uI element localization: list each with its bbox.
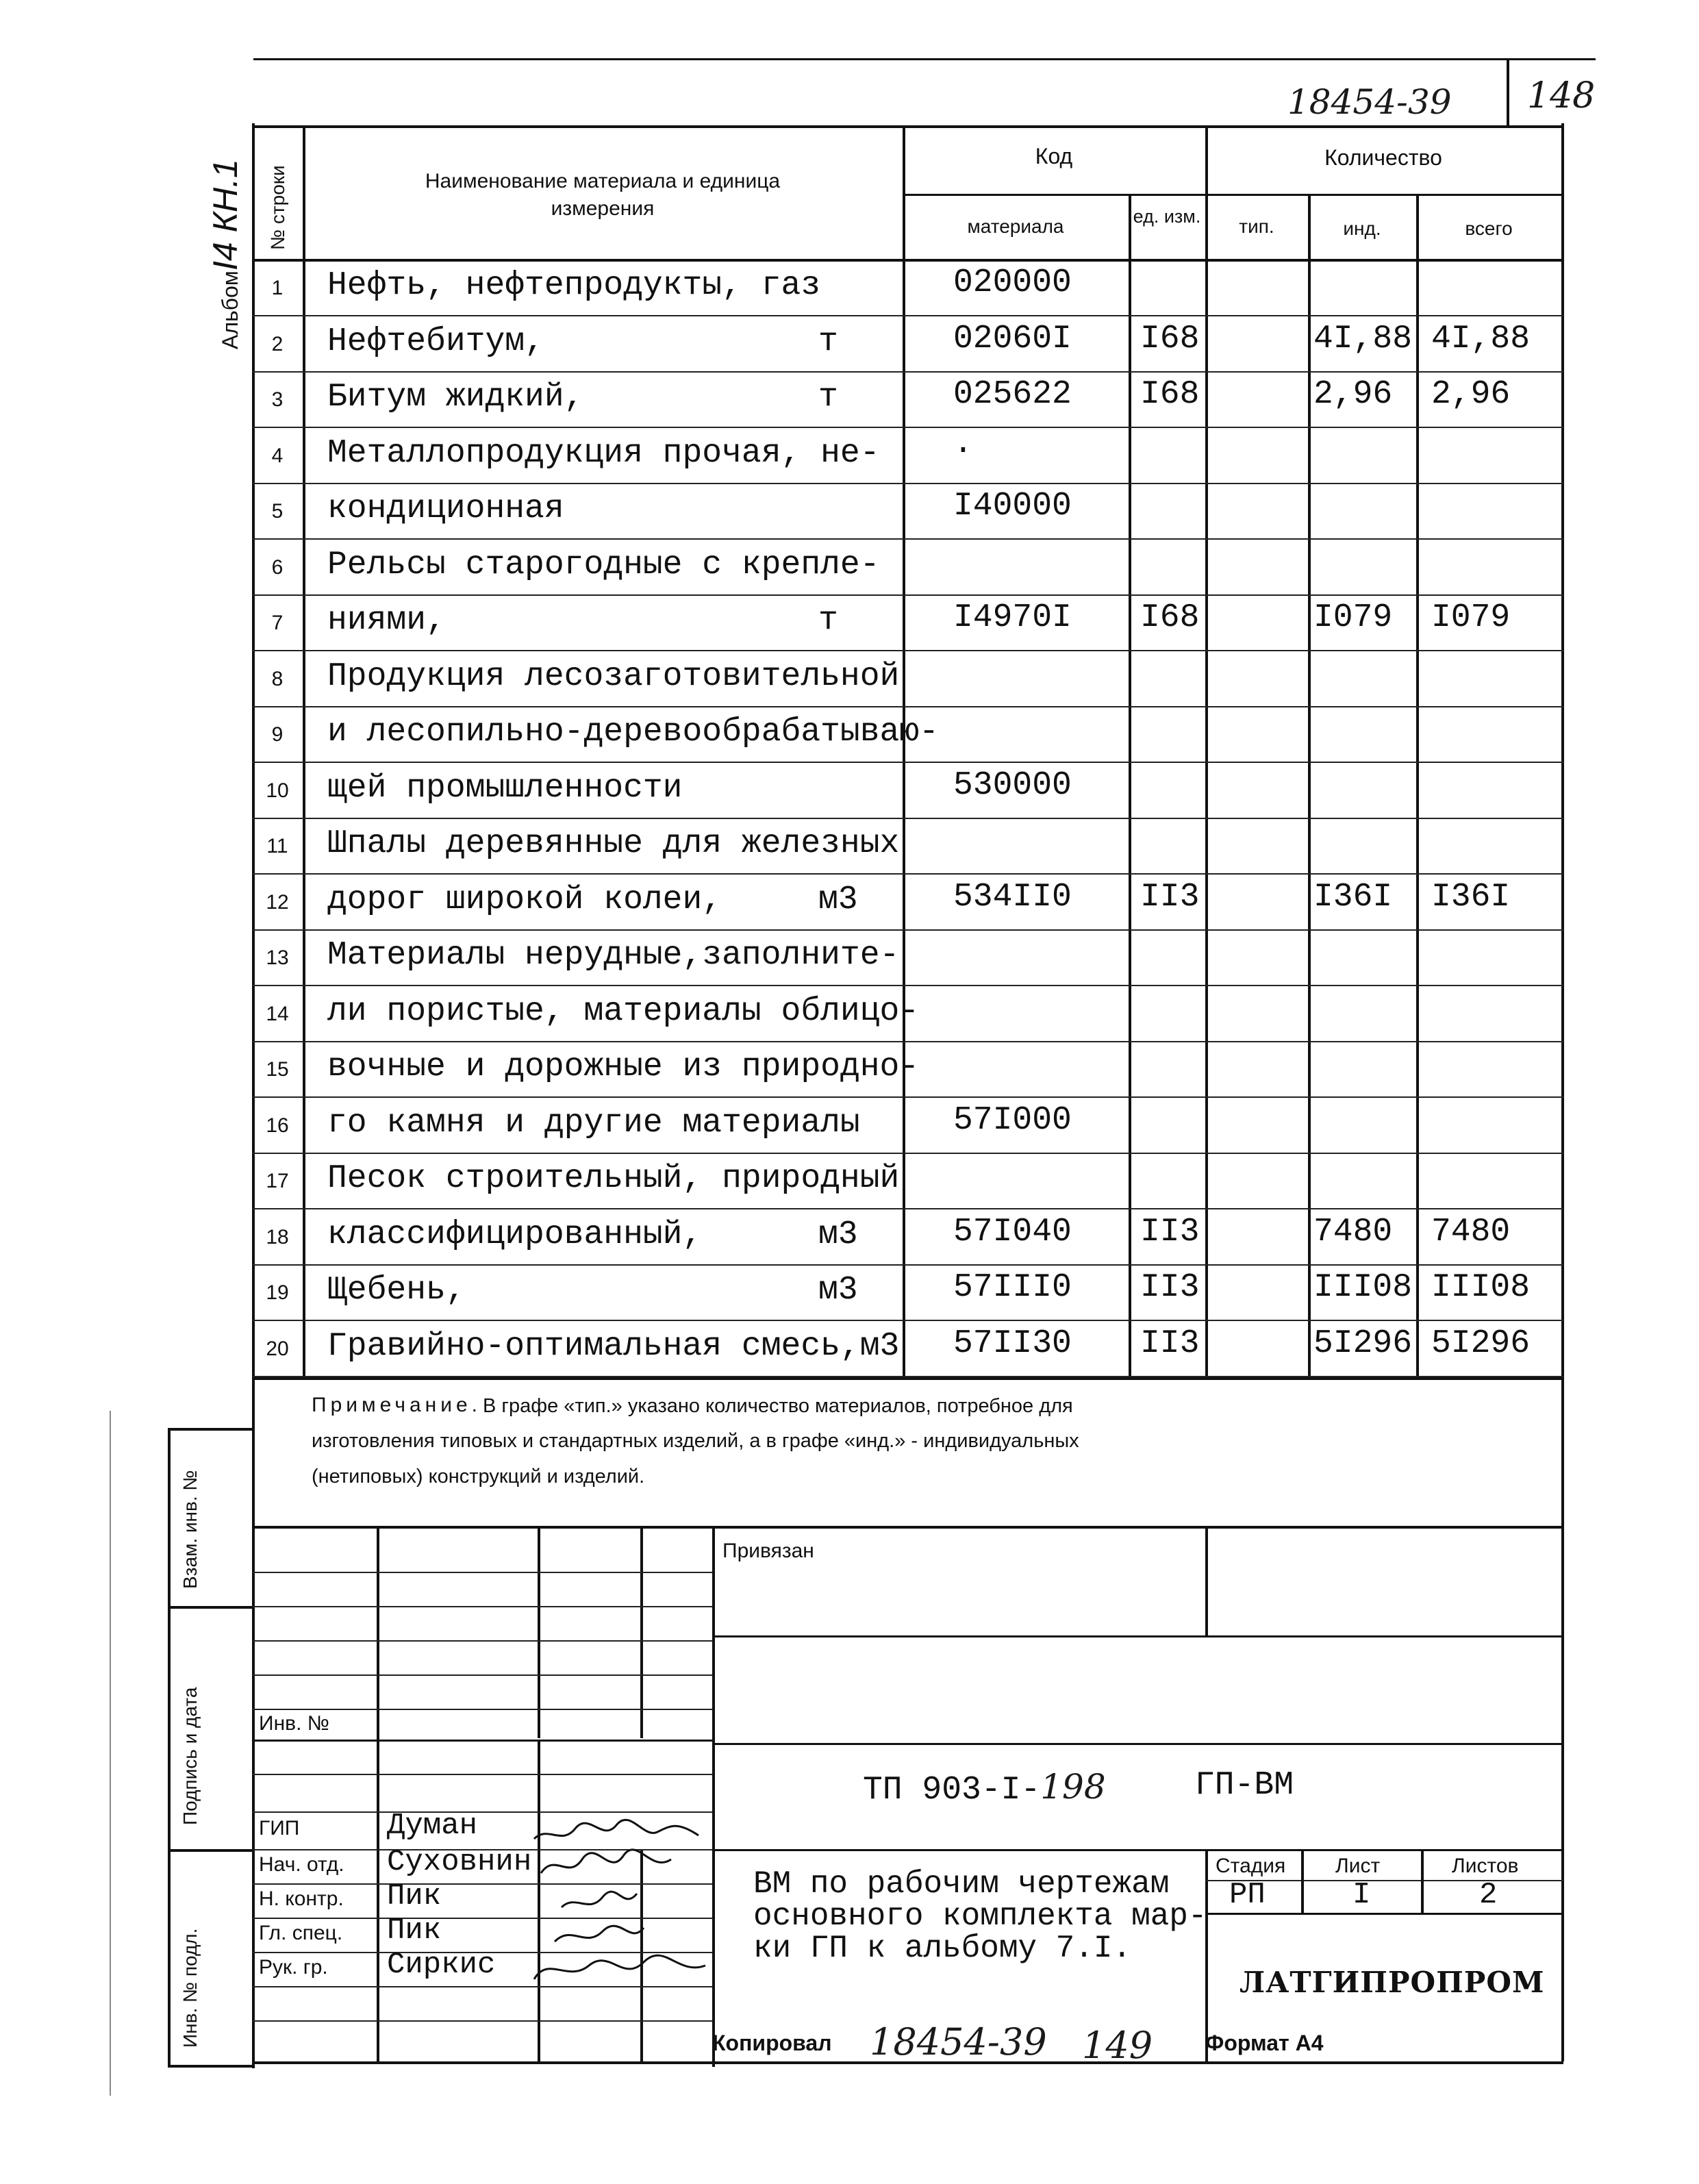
header-q-total: всего — [1465, 218, 1513, 239]
row-separator — [252, 650, 1563, 651]
side-label-vzam: Взам. инв. № — [179, 1470, 201, 1589]
role-label: ГИП — [259, 1817, 300, 1840]
row-name: щей промышленности — [327, 770, 683, 807]
row-name: Нефтебитум, — [327, 323, 544, 360]
header-name: Наименование материала и единица измерения — [425, 170, 781, 220]
role-person: Сиркис — [387, 1948, 496, 1982]
row-number: 20 — [266, 1338, 289, 1360]
row-number: 8 — [271, 668, 284, 690]
row-code: 530000 — [953, 767, 1072, 804]
sheet-label: Лист — [1335, 1855, 1381, 1877]
row-unit-code: II3 — [1140, 1214, 1200, 1251]
row-code: 025622 — [953, 376, 1072, 413]
row-separator — [252, 483, 1563, 484]
row-unit: м3 — [818, 881, 858, 918]
row-separator — [252, 538, 1563, 540]
row-unit-code: I68 — [1140, 376, 1200, 413]
header-code-material: материала — [967, 216, 1064, 237]
privyazan-label: Привязан — [722, 1540, 814, 1562]
row-number: 12 — [266, 891, 289, 914]
row-ind: III08 — [1313, 1269, 1413, 1306]
header-q-typ: тип. — [1239, 216, 1274, 237]
row-unit-code: I68 — [1140, 599, 1200, 636]
row-name: Металлопродукция прочая, не- — [327, 435, 880, 472]
row-unit: т — [818, 323, 838, 360]
doc-title-typed: ТП 903-I- — [863, 1772, 1041, 1809]
row-separator — [252, 1041, 1563, 1042]
row-name: Рельсы старогодные с крепле- — [327, 547, 880, 583]
row-ind: I079 — [1313, 599, 1393, 636]
row-name: Битум жидкий, — [327, 379, 584, 416]
row-name: Щебень, — [327, 1272, 466, 1309]
sheet-number-handwritten: 148 — [1527, 75, 1596, 116]
note-line-1: В графе «тип.» указано количество материалов, потребное для — [483, 1395, 1073, 1417]
row-total: 7480 — [1431, 1214, 1511, 1251]
row-separator — [252, 427, 1563, 428]
note-label: Примечание. — [312, 1394, 481, 1416]
row-name: кондиционная — [327, 490, 564, 527]
row-separator — [252, 1320, 1563, 1321]
row-number: 17 — [266, 1170, 289, 1192]
row-separator — [252, 594, 1563, 596]
row-code: 57I000 — [953, 1102, 1072, 1139]
copied-number-handwritten: 149 — [1082, 2024, 1153, 2067]
header-quantity: Количество — [1324, 145, 1442, 170]
note-line-3: (нетиповых) конструкций и изделий. — [312, 1466, 645, 1488]
row-number: 15 — [266, 1058, 289, 1081]
row-unit-code: II3 — [1140, 1325, 1200, 1362]
row-name: Гравийно-оптимальная смесь,м3 — [327, 1328, 900, 1365]
doc-title — [863, 1767, 1106, 1809]
stage-label: Стадия — [1216, 1855, 1286, 1877]
row-separator — [252, 315, 1563, 316]
doc-mark: ГП-ВМ — [1195, 1767, 1294, 1804]
copied-label: Копировал — [712, 2031, 832, 2055]
left-margin-line — [110, 1411, 111, 2096]
row-number: 16 — [266, 1114, 289, 1137]
signature-scribbles — [520, 1811, 726, 2003]
row-ind: 4I,88 — [1313, 321, 1413, 357]
row-ind: I36I — [1313, 879, 1393, 916]
row-unit: т — [818, 602, 838, 639]
row-total: 2,96 — [1431, 376, 1511, 413]
row-number: 13 — [266, 946, 289, 969]
top-border — [253, 58, 1596, 60]
row-total: 5I296 — [1431, 1325, 1531, 1362]
row-separator — [252, 762, 1563, 763]
row-code: · — [953, 432, 973, 469]
side-label-inv-podl: Инв. № подл. — [179, 1928, 201, 2048]
row-ind: 7480 — [1313, 1214, 1393, 1251]
row-name: классифицированный, — [327, 1216, 703, 1253]
role-label: Гл. спец. — [259, 1922, 343, 1944]
header-row-no: № строки — [267, 165, 288, 250]
note-top-line — [252, 1377, 1563, 1380]
role-label: Нач. отд. — [259, 1853, 344, 1876]
role-person: Думан — [387, 1809, 478, 1843]
row-number: 5 — [271, 500, 284, 523]
role-label: Н. контр. — [259, 1887, 344, 1910]
row-number: 2 — [271, 333, 284, 355]
row-name: ниями, — [327, 602, 446, 639]
row-name: вочные и дорожные из природно- — [327, 1049, 920, 1085]
role-person: Пик — [387, 1913, 442, 1948]
row-unit: т — [818, 379, 838, 416]
row-code: I4970I — [953, 599, 1072, 636]
row-name: дорог широкой колеи, — [327, 881, 722, 918]
album-value: I4 КН.1 — [206, 159, 244, 271]
sheets-value: 2 — [1479, 1878, 1498, 1912]
header-code: Код — [1035, 144, 1073, 168]
row-separator — [252, 929, 1563, 931]
row-code: I40000 — [953, 488, 1072, 525]
row-ind: 5I296 — [1313, 1325, 1413, 1362]
row-separator — [252, 873, 1563, 875]
row-name: го камня и другие материалы — [327, 1105, 860, 1142]
role-label: Рук. гр. — [259, 1956, 328, 1979]
row-code: 020000 — [953, 264, 1072, 301]
row-number: 9 — [271, 723, 284, 746]
row-separator — [252, 985, 1563, 986]
row-unit-code: I68 — [1140, 321, 1200, 357]
role-person: Пик — [387, 1879, 442, 1913]
description-line-3: ки ГП к альбому 7.I. — [753, 1931, 1132, 1966]
row-code: 02060I — [953, 321, 1072, 357]
copied-handwritten: 18454-39 — [870, 2020, 1047, 2063]
row-number: 18 — [266, 1226, 289, 1248]
row-unit: м3 — [818, 1272, 858, 1309]
format-label: Формат А4 — [1205, 2031, 1324, 2055]
row-separator — [252, 1208, 1563, 1209]
row-unit: м3 — [818, 1216, 858, 1253]
row-name: и лесопильно-деревообрабатываю- — [327, 714, 939, 751]
organization-name: ЛАТГИПРОПРОМ — [1239, 1966, 1545, 1999]
row-total: 4I,88 — [1431, 321, 1531, 357]
row-number: 6 — [271, 556, 284, 579]
row-unit-code: II3 — [1140, 879, 1200, 916]
sheet-number-box-left — [1507, 58, 1509, 127]
row-number: 3 — [271, 388, 284, 411]
row-separator — [252, 371, 1563, 373]
description-line-2: основного комплекта мар- — [753, 1898, 1207, 1934]
row-name: Материалы нерудные,заполните- — [327, 937, 900, 974]
row-separator — [252, 1264, 1563, 1266]
stage-value: РП — [1229, 1878, 1266, 1912]
row-number: 4 — [271, 444, 284, 467]
row-code: 57III0 — [953, 1269, 1072, 1306]
row-name: ли пористые, материалы облицо- — [327, 993, 920, 1030]
row-name: Продукция лесозаготовительной — [327, 658, 900, 695]
sheets-label: Листов — [1452, 1855, 1519, 1877]
row-separator — [252, 1096, 1563, 1098]
side-label-podpis: Подпись и дата — [179, 1687, 201, 1825]
doc-title-handwritten: 198 — [1040, 1767, 1106, 1807]
row-total: I36I — [1431, 879, 1511, 916]
row-number: 10 — [266, 779, 289, 802]
row-code: 57II30 — [953, 1325, 1072, 1362]
row-code: 534II0 — [953, 879, 1072, 916]
sheet-value: I — [1352, 1878, 1371, 1912]
row-name: Нефть, нефтепродукты, газ — [327, 267, 821, 304]
row-total: III08 — [1431, 1269, 1531, 1306]
row-separator — [252, 706, 1563, 707]
row-number: 1 — [271, 277, 284, 299]
header-code-unit: ед. изм. — [1133, 206, 1201, 227]
row-number: 19 — [266, 1281, 289, 1304]
row-unit-code: II3 — [1140, 1269, 1200, 1306]
row-name: Шпалы деревянные для железных — [327, 825, 900, 862]
description-line-1: ВМ по рабочим чертежам — [753, 1866, 1170, 1902]
row-code: 57I040 — [953, 1214, 1072, 1251]
row-separator — [252, 1153, 1563, 1154]
role-person: Суховнин — [387, 1845, 532, 1879]
row-number: 11 — [266, 835, 288, 857]
doc-code-handwritten: 18454-39 — [1287, 82, 1452, 122]
row-total: I079 — [1431, 599, 1511, 636]
note-line-2: изготовления типовых и стандартных изделий, а в графе «инд.» - индивидуальных — [312, 1430, 1079, 1452]
header-q-ind: инд. — [1343, 218, 1381, 239]
row-name: Песок строительный, природный — [327, 1160, 900, 1197]
album-label: Альбом — [218, 271, 242, 349]
row-number: 7 — [271, 612, 284, 634]
row-number: 14 — [266, 1003, 289, 1025]
row-ind: 2,96 — [1313, 376, 1393, 413]
inv-no-label: Инв. № — [259, 1712, 329, 1735]
row-separator — [252, 818, 1563, 819]
